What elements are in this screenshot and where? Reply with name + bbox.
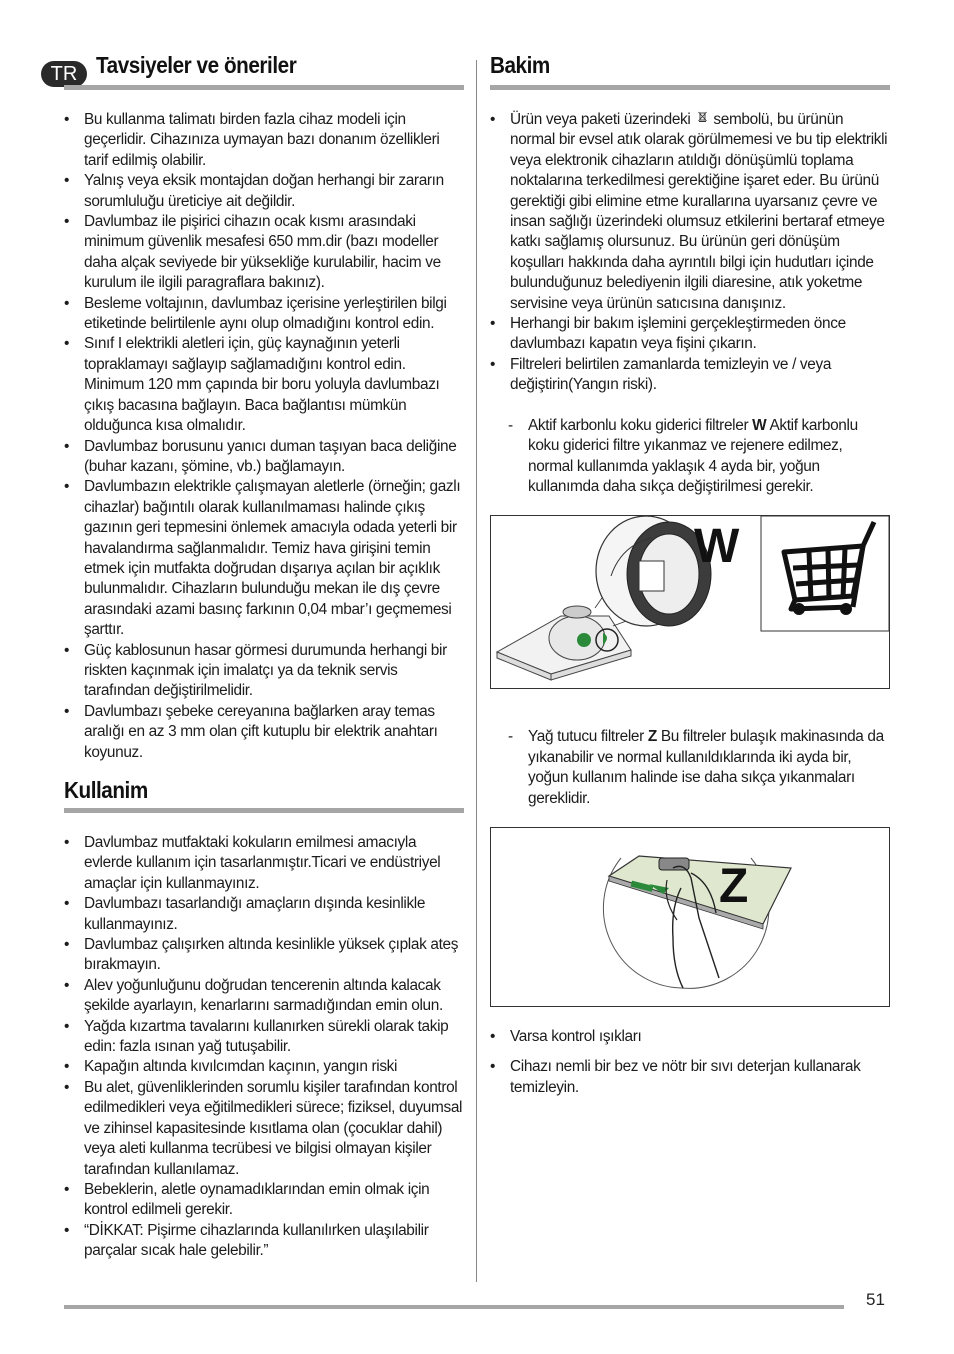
list-item: • Varsa kontrol ışıkları [490,1027,890,1047]
maintenance-heading-rule [490,85,890,90]
list-item: • “DİKKAT: Pişirme cihazlarında kullanılırken ulaşılabilir parçalar sıcak hale gelebilir.” [64,1221,464,1262]
grease-filter-illustration [491,828,889,1006]
list-item: • Davlumbaz mutfaktaki kokuların emilmesi amacıyla evlerde kullanım için tasarlanmıştır.Ticari ve endüstriyel amaçlar için kullanmayınız. [64,833,464,894]
footer-rule [64,1305,844,1309]
tips-heading: Tavsiyeler ve öneriler [96,52,297,78]
list-item: - Yağ tutucu filtreler Z Bu filtreler bulaşık makinasında da yıkanabilir ve normal kullanıldıklarında iki ayda bir, yoğun kullanım halinde ise daha sıkça yıkanmaları gereklidir. [508,728,884,807]
list-item: • Kapağın altında kıvılcımdan kaçının, yangın riski [64,1057,464,1077]
language-badge: TR [41,61,87,87]
list-item: • Bebeklerin, aletle oynamadıklarından emin olmak için kontrol edilmeli gerekir. [64,1180,464,1221]
use-list [64,833,464,1262]
filter-list-w [490,416,890,498]
crossed-bin-icon [698,111,707,122]
list-item: • Ürün veya paketi üzerindeki sembolü, bu ürünün normal bir evsel atık olarak görülmemesi ve bu tip elektrikli veya elektronik cihazların atıldığı dönüşümlü toplama noktalarına terkedilmesi gerektiğine işaret eder. Bu ürünü gerektiği gibi elimine etme kurallarına uyarsanız çevre ve insan sağlığı üzerindeki olumsuz etkilerini bertaraf etmeye katkı sağlamış olursunuz. Bu ürünün geri dönüşüm koşulları hakkında daha ayrıntılı bilgi için hudutları içinde bulunduğunuz belediyenin ilgili diaresine, atık yoketme servisine veya ürünün satıcısına danışınız. [490,110,890,314]
maintenance-list [490,110,890,396]
maintenance-heading: Bakim [490,52,550,78]
column-divider [476,60,477,1282]
list-item: • Besleme voltajının, davlumbaz içerisine yerleştirilen bilgi etiketinde belirtilenle aynı olup olmadığını kontrol edin. [64,294,464,335]
list-item: • Filtreleri belirtilen zamanlarda temizleyin ve / veya değiştirin(Yangın riski). [490,355,890,396]
list-item: • Alev yoğunluğunu doğrudan tencerenin altında kalacak şekilde ayarlayın, kenarlarını sarmadığından emin olun. [64,976,464,1017]
list-item: • Sınıf I elektrikli aletleri için, güç kaynağının yeterli topraklamayı sağlayıp sağlamadığını kontrol edin. Minimum 120 mm çapında bir boru yoluyla davlumbazı çıkış bacasına bağlayın. Baca bağlantısı mümkün olduğunca kısa olmalıdır. [64,334,464,436]
list-item: • Davlumbaz ile pişirici cihazın ocak kısmı arasındaki minimum güvenlik mesafesi 650 mm.dir (bazı modeller daha alçak seviyede bir yüksekliğe kurulabilir, hacim ve kurulum ile ilgili paragraflara bakınız). [64,212,464,294]
figure-carbon-filter [490,515,890,689]
list-item: • Güç kablosunun hasar görmesi durumunda herhangi bir riskten kaçınmak için imalatçı ya da teknik servis tarafından değiştirilmelidir. [64,641,464,702]
filter-list-z [490,727,890,809]
figure-grease-filter [490,827,890,1007]
list-item: • Herhangi bir bakım işlemini gerçekleştirmeden önce davlumbazı kapatın veya fişini çıkarın. [490,314,890,355]
shopping-cart-icon [784,522,874,609]
use-heading: Kullanim [64,777,148,803]
filter-z-letter: Z [647,728,657,746]
hood-filter-illustration [491,516,889,688]
left-column [64,52,464,1262]
figure-z-label: Z [719,859,749,913]
list-item: - Aktif karbonlu koku giderici filtreler W Aktif karbonlu koku giderici filtre yıkanmaz ve rejenere edilmez, normal kullanımda yaklaşık 4 ayda bir, yoğun kullanımda daha sıkça değiştirilmesi gerekir. [508,416,858,495]
list-item: • Davlumbazı tasarlandığı amaçların dışında kesinlikle kullanmayınız. [64,894,464,935]
use-heading-rule [64,808,464,813]
figure-w-label: W [694,520,740,574]
list-item: • Davlumbazın elektrikle çalışmayan aletlerle (örneğin; gazlı cihazlar) bağıntılı olarak kullanılmaması halinde çıkış gazının geri tepmesini önlemek amacıyla odada yeterli bir havalandırma sağlanmalıdır. Temiz hava girişini temin etmek için mutfakta doğrudan dışarıya açılan bir açıklık bulunmalıdır. Cihazların bulunduğu mekan ile dış çevre arasındaki azami basınç farkının 0,04 mbar’ı geçmemesi şarttır. [64,477,464,640]
list-item: • Davlumbaz borusunu yanıcı duman taşıyan baca deliğine (buhar kazanı, şömine, vb.) bağlamayın. [64,437,464,478]
right-column [490,52,890,1098]
page-number: 51 [866,1290,885,1309]
list-item: • Davlumbazı şebeke cereyanına bağlarken aray temas aralığı en az 3 mm olan çift kutuplu bir elektrik anahtarı koyunuz. [64,702,464,763]
filter-w-letter: W [752,416,767,434]
tips-heading-rule [64,85,464,90]
list-item: • Yalnış veya eksik montajdan doğan herhangi bir zararın sorumluluğu üreticiye ait değildir. [64,171,464,212]
list-item: • Bu kullanma talimatı birden fazla cihaz modeli için geçerlidir. Cihazınıza uymayan bazı donanım özellikleri tarif edilmiş olabilir. [64,110,464,171]
tips-list [64,110,464,763]
list-item: • Cihazı nemli bir bez ve nötr bir sıvı deterjan kullanarak temizleyin. [490,1057,890,1098]
list-item: • Yağda kızartma tavalarını kullanırken sürekli olarak takip edin: fazla ısınan yağ tutuşabilir. [64,1017,464,1058]
list-item: • Davlumbaz çalışırken altında kesinlikle yüksek çıplak ateş bırakmayın. [64,935,464,976]
extra-maintenance-list [490,1027,890,1098]
list-item: • Bu alet, güvenliklerinden sorumlu kişiler tarafından kontrol edilmedikleri veya eğitilmedikleri sürece; fiziksel, duyumsal ve zihinsel kapasitesinde kısıtlama olan (çocuklar dahil) veya aleti kullanma tecrübesi ve bilgisi olmayan kişiler tarafından kullanılamaz. [64,1078,464,1180]
